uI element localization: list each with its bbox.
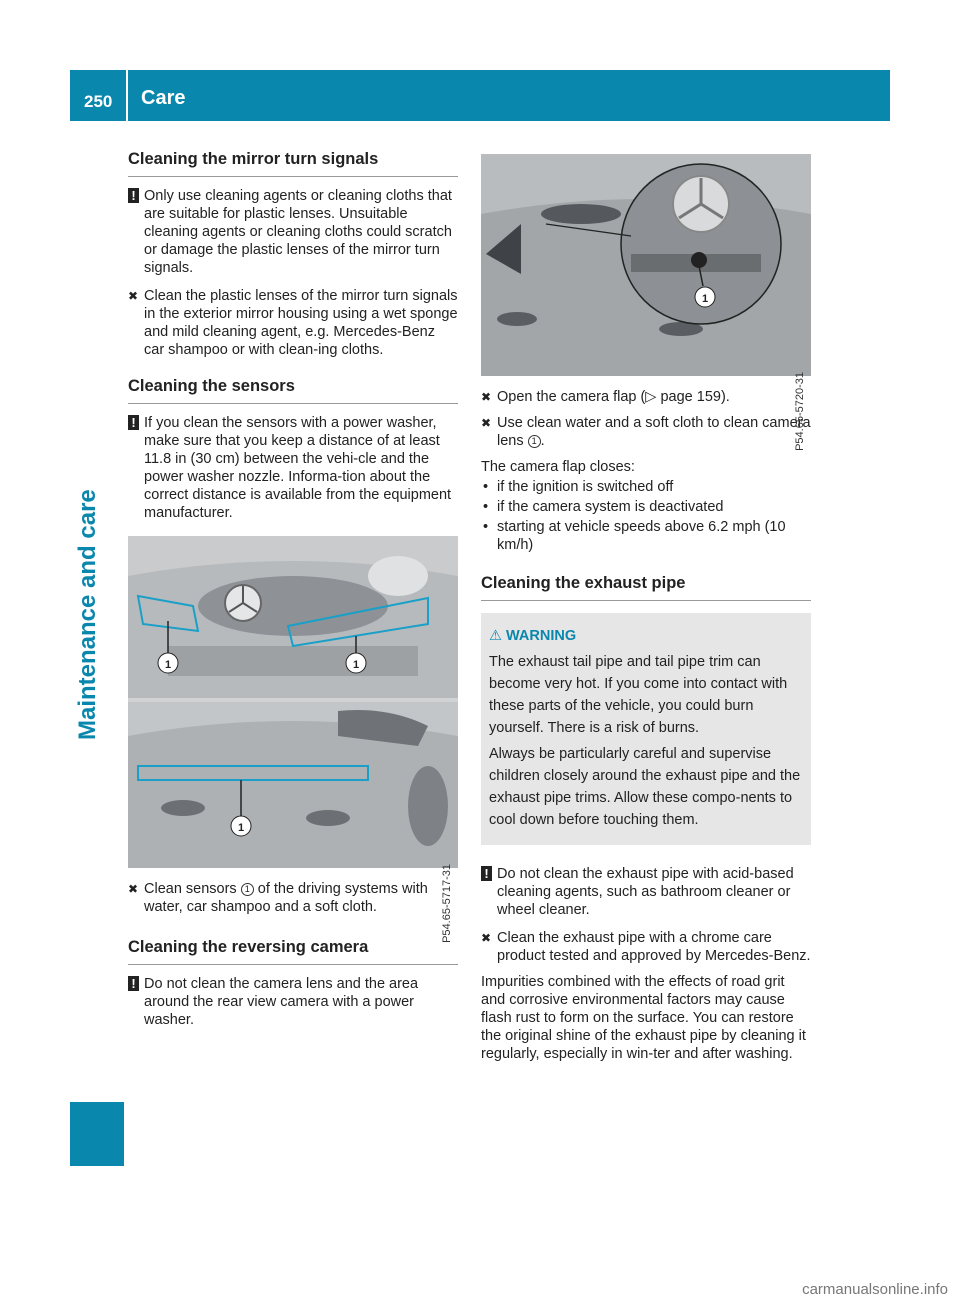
step-arrow-icon: ✖ [481,390,492,404]
bullet-icon: • [483,479,489,495]
car-rear-illustration [481,154,811,376]
warning-title-row [489,625,803,647]
callout-number-icon: 1 [238,822,245,834]
callout-number-icon: 1 [353,659,360,671]
camera-step1-text[interactable]: Open the camera flap (▷ page 159). [497,389,730,405]
sensors-step-text-b: of the driving systems with water, car shampoo and a soft cloth. [144,881,428,915]
sensors-note-text: If you clean the sensors with a power washer, make sure that you keep a distance of at least 11.8 in (30 cm) between the vehi-cle and the power washer nozzle. Informa-tion about the correct distance is available from the equipment manufacturer. [144,415,452,521]
left-column [128,150,458,1039]
note-exclamation-icon: ! [128,188,139,203]
camera-note-text: Do not clean the camera lens and the area around the rear view camera with a power washer. [144,976,419,1028]
mirror-heading: Cleaning the mirror turn signals [128,150,458,177]
exhaust-paragraph: Impurities combined with the effects of road grit and corrosive environmental factors may cause flash rust to form on the surface. You can restore the original shine of the exhaust pipe by cleaning it regularly, especially in win-ter and after washing. [481,974,806,1062]
mirror-note [128,187,458,277]
sensors-step [128,880,458,916]
camera-note [128,975,458,1029]
list-item [481,498,811,516]
camera-step2-text-b: . [540,433,545,449]
callout-number-icon: 1 [241,883,254,896]
sensors-heading: Cleaning the sensors [128,377,458,404]
callout-number-icon: 1 [165,659,172,671]
note-exclamation-icon: ! [128,415,139,430]
camera-step-open-flap [481,388,811,406]
note-exclamation-icon: ! [481,866,492,881]
bullet-icon: • [483,499,489,515]
photo-code: P54.65-5717-31 [441,864,453,943]
warning-triangle-icon: ⚠ [489,628,502,644]
exhaust-step-text: Clean the exhaust pipe with a chrome care product tested and approved by Mercedes-Benz. [497,930,811,964]
callout-number-icon: 1 [702,293,709,305]
mirror-step [128,287,458,359]
chapter-tab-label: Maintenance and care [74,489,101,740]
list-item [481,518,811,554]
step-arrow-icon: ✖ [128,289,139,303]
exhaust-note-text: Do not clean the exhaust pipe with acid-based cleaning agents, such as bathroom cleaner or wheel cleaner. [497,866,794,918]
camera-step2-text-a: Use clean water and a soft cloth to clean camera lens [497,415,811,449]
step-arrow-icon: ✖ [481,931,492,945]
exhaust-step [481,929,811,965]
sensors-step-text-a: Clean sensors [144,881,237,897]
page-number: 250 [84,92,113,111]
flap-intro: The camera flap closes: [481,459,635,475]
watermark: carmanualsonline.info [802,1281,948,1298]
camera-heading: Cleaning the reversing camera [128,938,458,965]
sensors-note [128,414,458,522]
warning-paragraph-2: Always be particularly careful and supervise children closely around the exhaust pipe and the exhaust pipe trims. Allow these compo-nents to cool down before touching them. [489,746,801,828]
mirror-note-text: Only use cleaning agents or cleaning cloths that are suitable for plastic lenses. Unsuitable cleaning agents or cleaning cloths could scratch or damage the plastic lenses of the mirror turn signals. [144,188,452,276]
car-bumper-illustration [128,536,458,868]
bullet-text: starting at vehicle speeds above 6.2 mph (10 km/h) [497,519,786,553]
warning-title: WARNING [506,628,577,644]
step-arrow-icon: ✖ [128,882,139,896]
list-item [481,478,811,496]
page-header [70,70,890,121]
chapter-tab-marker [70,1102,124,1166]
note-exclamation-icon: ! [128,976,139,991]
photo-code: P54.65-5720-31 [794,372,806,451]
callout-number-icon: 1 [528,435,541,448]
camera-step-clean-lens [481,414,811,450]
step-arrow-icon: ✖ [481,416,492,430]
right-column [481,150,811,1073]
warning-paragraph-1: The exhaust tail pipe and tail pipe trim can become very hot. If you come into contact with these parts of the vehicle, you could burn yourself. There is a risk of burns. [489,654,788,736]
exhaust-note [481,865,811,919]
mirror-step-text: Clean the plastic lenses of the mirror turn signals in the exterior mirror housing using a wet sponge and mild cleaning agent, e.g. Mercedes-Benz car shampoo or with clean-ing cloths. [144,288,458,358]
bullet-icon: • [483,519,489,535]
warning-box [481,613,811,845]
bullet-text: if the ignition is switched off [497,479,674,495]
header-divider [126,70,128,121]
exhaust-heading: Cleaning the exhaust pipe [481,574,811,601]
bullet-text: if the camera system is deactivated [497,499,724,515]
section-title: Care [141,87,186,109]
